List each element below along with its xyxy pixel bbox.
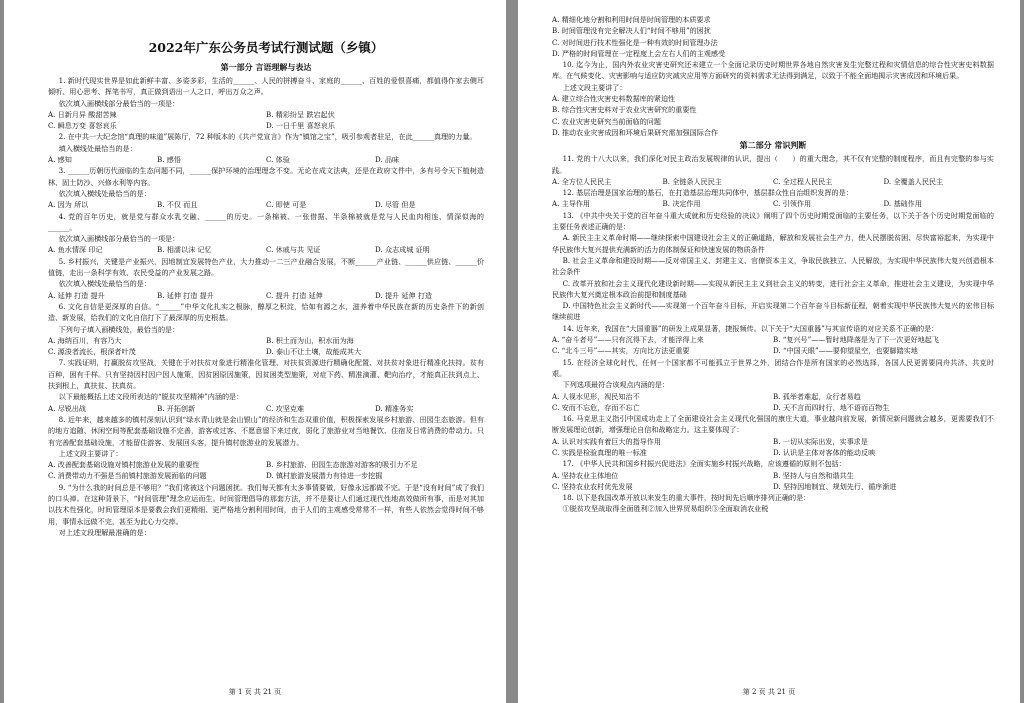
option-item: B. 精彩纷呈 跌宕起伏	[266, 109, 335, 119]
option-item: D. 尽管 但是	[375, 200, 416, 210]
option-line: C. 对时间进行技术性强化是一种有效的时间管理办法	[552, 37, 718, 47]
option-row	[48, 244, 484, 255]
option-row	[48, 154, 484, 165]
option-item: D. 众志成城 证明	[375, 245, 430, 255]
option-item: D. “中国天眼”——要仰望星空，也要脚踏实地	[773, 346, 918, 356]
instruction-text: 下列句子填入画横线处，最恰当的是：	[58, 324, 180, 334]
option-item: C. 瞬息万变 喜怒哀乐	[48, 121, 117, 131]
instruction-text: 依次填入横线处最恰当的是：	[58, 279, 151, 289]
option-item: C. 提升 打造 延伸	[266, 290, 323, 300]
option-row	[48, 120, 484, 131]
question-text: A. 新民主主义革命时期——继续探索中国建设社会主义的正确道路，解放和发展社会生产力，使人民摆脱贫困、尽快富裕起来，为实现中华民族伟大复兴提供充满新的活力的体制保证和快速发展的物质条件	[552, 233, 994, 254]
instruction-text: 依次填入横线处最恰当的是：	[58, 188, 151, 198]
question-text: 17. 《中华人民共和国乡村振兴促进法》全面实施乡村振兴战略，应该遵循的原则不包括：	[562, 459, 846, 469]
option-item: B. 全链条人民民主	[662, 176, 722, 186]
option-row	[48, 199, 484, 210]
option-item: C. 源浚者流长，根深者叶茂	[48, 347, 136, 357]
question-text: 4. 党的百年历史，就是党与群众水乳交融、______的历史。一条棉被、一张借据、半条棉被就是党与人民血肉相连、情深似海的______。	[48, 211, 484, 232]
option-item: A. 因为 所以	[48, 200, 89, 210]
question-text: C. 改革开放和社会主义现代化建设新时期——实现从新民主主义到社会主义的转变，进行社会主义革命，推进社会主义建设，为实现中华民族伟大复兴奠定根本政治前提和制度基础	[552, 278, 994, 299]
option-row	[48, 470, 484, 481]
page-1-body	[48, 75, 484, 538]
question-text: 7. 实践证明，打赢脱贫攻坚战，关键在于对扶贫对象进行精准化管理、对扶贫资源进行精确化配置、对扶贫对象进行精准化扶持。贫有百种，困有千样。只有坚持因村因户因人施策，因贫困原因施策，因贫困类型施策，对症下药、精准滴灌、靶向治疗，才能真正扶到点上、扶到根上，真扶贫、扶真贫。	[48, 358, 484, 391]
option-row	[552, 436, 994, 447]
option-item: D. 泰山不让土壤，故能成其大	[266, 347, 362, 357]
question-text: 15. 在经济全球化时代，任何一个国家都不可能孤立于世界之外，团结合作是所有国家的必然选择，各国人民更需要同舟共济、共克时艰。	[552, 357, 994, 378]
option-item: C. 安而不忘危，存而不忘亡	[552, 402, 640, 412]
instruction-text: 上述文段主要讲了：	[58, 448, 123, 458]
option-item: B. “复兴号”——暂时地降落是为了下一次更好地起飞	[773, 335, 939, 345]
option-item: A. 鱼水情深 印记	[48, 245, 103, 255]
option-item: B. 开拓创新	[157, 403, 196, 413]
question-text: B. 社会主义革命和建设时期——反对帝国主义、封建主义、官僚资本主义，争取民族独立、人民解放，为实现中华民族伟大复兴创造根本社会条件	[552, 255, 994, 277]
option-row	[48, 459, 484, 470]
option-item: D. 一日千里 喜怒哀乐	[266, 121, 335, 131]
question-text: 2. 在中共一大纪念馆“真理的味道”展陈厅，72 种版本的《共产党宣言》作为“镇馆之宝”，吸引参观者驻足，在此______真理的力量。	[58, 132, 477, 142]
option-item: B. 乡村旅游、田园生态旅游对游客的吸引力不足	[266, 460, 418, 470]
option-item: C. 消费带动力不强是当前镇村旅游发展面临的问题	[48, 471, 207, 481]
option-item: B. 积土而为山，积水而为海	[266, 335, 354, 345]
option-row	[48, 335, 484, 346]
question-text: 8. 近年来，越来越多的镇村深刻认识到“绿水青山就是金山银山”的经济和生态双重价值，积极探索发展乡村旅游、田园生态旅游。但有的地方追随、休闲空间等配套基础设施不完善，游客或过客、不愿意留下来过夜，弱化了旅游业对当地餐饮、住宿及日常消费的带动力。只有完善配套基础设施，才能留住游客、发展回头客，提升镇村旅游业的发展潜力。	[48, 414, 484, 447]
page-footer: 第 2 页 共 21 页	[742, 688, 796, 696]
option-item: C. 全过程人民民主	[773, 176, 833, 186]
option-item: B. 孤举者难起，众行者易趋	[773, 391, 861, 401]
option-item: A. 全方位人民民主	[552, 176, 612, 186]
question-text: 11. 党的十八大以来，我们深化对民主政治发展规律的认识，提出（ ）的重大理念，其不仅有完整的制度程序，而且有完整的参与实践。	[552, 154, 994, 175]
option-item: A. 感知	[48, 155, 72, 165]
option-line: B. 综合性灾害史料对于农业灾害研究的重要性	[552, 105, 697, 115]
option-item: D. 镇村旅游发展潜力有待进一步挖掘	[266, 471, 383, 481]
instruction-text: 下列选项最符合该观点内涵的是：	[562, 380, 670, 390]
option-item: C. 即使 可是	[266, 200, 307, 210]
option-item: A. 尽锐出战	[48, 403, 87, 413]
option-item: A. 主导作用	[552, 199, 591, 209]
question-text: 6. 文化自信是更深厚的自信。“______”中华文化扎实之根脉，醇厚之积淀，恰如有源之水，滋养着中华民族在新的历史条件下的新创造、新发展，给我们的文化自信打下了最深厚的历史根基。	[48, 301, 484, 323]
option-item: C. 体验	[266, 155, 290, 165]
question-text: 5. 乡村振兴，关键是产业振兴，因地制宜发展特色产业，大力推动一二三产业融合发展，不断______产业链、______供应链、______价值链，走出一条科学有效、农民受益的产业发展之路。	[48, 256, 484, 278]
option-item: A. 认识对实践有着巨大的指导作用	[552, 436, 661, 446]
question-text: 13. 《中共中央关于党的百年奋斗重大成就和历史经验的决议》阐明了四个历史时期党面临的主要任务，以下关于各个历史时期党面临的主要任务表述正确的是：	[552, 210, 994, 232]
instruction-text: 上述文段主要讲了：	[562, 82, 627, 92]
document-title: 2022年广东公务员考试行测试题（乡镇）	[148, 40, 384, 55]
instruction-text: 填入横线处最恰当的是：	[58, 143, 137, 153]
option-item: D. 精准务实	[375, 403, 414, 413]
option-item: A. “奋斗者号”——只有沉得下去，才能浮得上来	[552, 335, 704, 345]
option-item: C. 休戚与共 见证	[266, 245, 321, 255]
option-row	[552, 334, 994, 345]
question-text: 18. 以下是我国改革开放以来发生的重大事件，按时间先后顺序排列正确的是：	[562, 493, 811, 503]
option-item: B. 决定作用	[662, 199, 701, 209]
option-item: D. 坚持因地制宜、规划先行、循序渐进	[773, 481, 897, 491]
option-row	[48, 346, 484, 357]
option-line: D. 严格的时间管理在一定程度上会左右人们的主观感受	[552, 48, 726, 58]
option-row	[552, 481, 994, 492]
page-2-body-b	[552, 153, 994, 515]
option-item: A. 人视水见形，视民知治不	[552, 391, 640, 401]
option-item: B. 感悟	[157, 155, 181, 165]
option-item: C. 引领作用	[773, 199, 812, 209]
option-row	[552, 447, 994, 458]
option-row	[552, 470, 994, 481]
instruction-text: ①脱贫攻坚战取得全面胜利②加入世界贸易组织③全面取消农业税	[562, 504, 769, 514]
option-item: B. 延伸 打造 提升	[157, 290, 214, 300]
option-item: D. 提升 延伸 打造	[375, 290, 433, 300]
option-line: A. 建立综合性灾害史料数据库的紧迫性	[552, 94, 676, 104]
option-item: D. 认识是主体对客体的能动反映	[773, 447, 876, 457]
question-text: 9. “为什么我的时间总是不够用？”我们常被这个问题困扰。我们每天都有太多事情要做，好像永远都做不完。于是“没有时间”成了我们的口头禅。在这种背景下，“时间管理”理念应运而生。时间管理倡导的那套方法，并不是要让人们通过现代性地高效做所有事，而是对其加以技术性强化，时间管理原本是要教会我们更精细、更严格地分割利用时间，由于人们的主观感受常常不一样，有些人依然会觉得时间不够用，事情永远做不完，甚至为此心力交瘁。	[48, 482, 484, 526]
page-2-body-a	[552, 14, 994, 138]
instruction-text: 以下最能概括上述文段所表达的“脱贫攻坚精神”内涵的是：	[58, 392, 244, 402]
option-row	[48, 290, 484, 301]
option-row	[48, 109, 484, 120]
option-item: D. 天不言而四时行，地不语而百物生	[773, 402, 890, 412]
option-item: A. 坚持农业主体地位	[552, 470, 619, 480]
option-item: A. 延伸 打造 提升	[48, 290, 105, 300]
instruction-text: 对上述文段理解最准确的是：	[58, 527, 151, 537]
option-row	[48, 403, 484, 414]
question-text: 3. ______历朝历代面临的生态问题不同，______保护环境的治理理念不变。无论在成文法典，还是在政府文件中，多有号令天下植树造林、固土防沙、兴修水利等内容。	[48, 166, 484, 187]
option-row	[552, 402, 994, 413]
question-text: 16. 马克思主义指引中国成功走上了全面建设社会主义现代化强国的康庄大道，事业越向前发展，新情况新问题就会越多，更需要我们不断发展理论创新，增强理论自信和战略定力。这主要体现了：	[552, 414, 994, 435]
option-item: C. 坚持农业农村优先发展	[552, 481, 633, 491]
question-text: 12. 基层治理是国家治理的基石，在打造基层治理共同体中，基层群众性自治组织发挥的是：	[562, 188, 853, 198]
option-item: A. 海纳百川，有容乃大	[48, 335, 122, 345]
question-text: 1. 新时代现实世界是如此新鲜丰富、多姿多彩，生活的______、人民的拼搏奋斗、家庭的______、百姓的爱恨喜痛，都值得作家去侧耳倾听、用心思考、挥笔书写，真正做到语出一人之口，呼出万众之声。	[48, 76, 484, 97]
option-item: C. 攻坚克难	[266, 403, 305, 413]
option-line: C. 农业灾害史研究当前面临的问题	[552, 116, 661, 126]
option-line: B. 时间管理没有完全解决人们“时间不够用”的困扰	[552, 26, 711, 36]
page-1	[4, 0, 506, 703]
instruction-text: 依次填入画横线部分最恰当的一项是：	[58, 234, 180, 244]
option-item: D. 全覆盖人民民主	[883, 176, 944, 186]
instruction-text: 依次填入画横线部分最恰当的一项是：	[58, 98, 180, 108]
option-line: D. 推动农业灾害成因和环境后果研究需加强国际合作	[552, 127, 719, 137]
page-footer: 第 1 页 共 21 页	[228, 688, 282, 696]
option-row	[552, 391, 994, 402]
option-item: D. 品味	[375, 155, 400, 165]
question-text: 10. 迄今为止，国内外农业灾害史研究还未建立一个全面记录历史时期世界各地自然灾害发生完整过程和灾情信息的综合性灾害史料数据库。在气候变化、灾害影响与适应防灾减灾应用等方面研究的资料需求无法得到满足，以致于不能全面地揭示灾害成因和环境后果。	[552, 60, 994, 81]
option-item: C. 实践是检验真理的唯一标准	[552, 447, 647, 457]
option-row	[552, 345, 994, 356]
option-item: A. 改善配套基础设施对镇村旅游业发展的重要性	[48, 460, 200, 470]
section-heading: 第一部分 言语理解与表达	[220, 62, 312, 72]
option-item: B. 一切从实际出发，实事求是	[773, 436, 868, 446]
option-item: B. 相濡以沫 记忆	[157, 245, 212, 255]
option-item: B. 坚持人与自然和谐共生	[773, 470, 854, 480]
section-heading: 第二部分 常识判断	[739, 140, 807, 151]
option-item: D. 基础作用	[883, 199, 922, 209]
option-row	[552, 176, 994, 187]
question-text: D. 中国特色社会主义新时代——实现第一个百年奋斗目标，开启实现第二个百年奋斗目标新征程，朝着实现中华民族伟大复兴的宏伟目标继续前进	[552, 301, 994, 322]
question-text: 14. 近年来，我国在“大国重器”的研发上成果显著，捷报频传。以下关于“大国重器”与其宣传语的对应关系不正确的是：	[562, 323, 939, 333]
option-item: B. 不仅 而且	[157, 200, 198, 210]
page-2	[518, 0, 1020, 703]
option-row	[552, 198, 994, 209]
option-line: A. 精细化地分割和利用时间是时间管理的本质要求	[552, 15, 711, 24]
option-item: A. 日新月异 酸甜苦辣	[48, 109, 117, 119]
option-item: C. “北斗三号”——其实，方向比方法更重要	[552, 346, 690, 356]
